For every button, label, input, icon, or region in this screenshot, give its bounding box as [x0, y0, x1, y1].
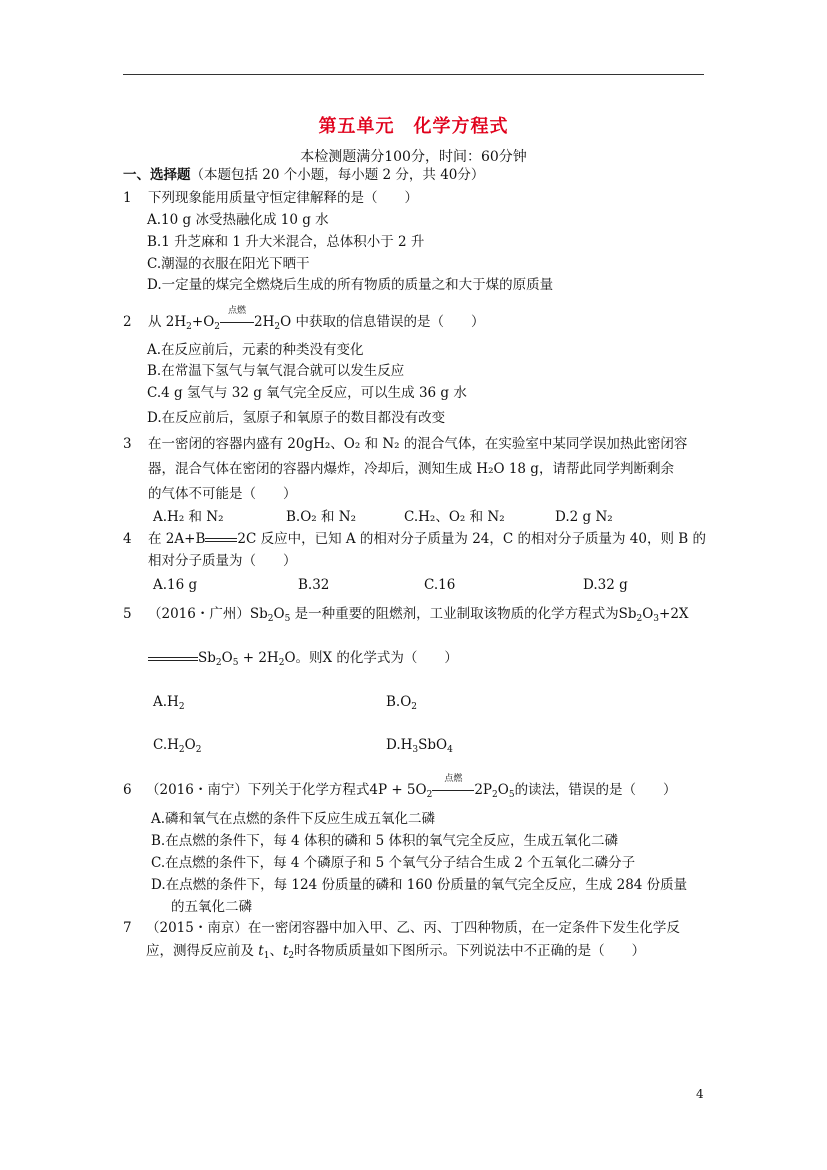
question-1-option-b: B.1 升芝麻和 1 升大米混合，总体积小于 2 升 [147, 234, 425, 250]
question-3-option-d: D.2 g N₂ [555, 509, 613, 525]
question-7-number: 7 [123, 920, 132, 936]
question-3-option-b: B.O₂ 和 N₂ [286, 509, 356, 525]
page-number: 4 [696, 1087, 704, 1101]
question-6-option-a: A.磷和氧气在点燃的条件下反应生成五氧化二磷 [151, 811, 436, 827]
question-4-line-1: 在 2A+B 2C 反应中，已知 A 的相对分子质量为 24，C 的相对分子质量为 40，则 B 的 [148, 531, 706, 547]
question-6-option-d-line-1: D.在点燃的条件下，每 124 份质量的磷和 160 份质量的氧气完全反应，生成 284 份质量 [151, 877, 688, 893]
reaction-arrow: 点燃 [220, 313, 254, 331]
page-subtitle: 本检测题满分100分，时间：60分钟 [300, 149, 527, 165]
question-3-option-c: C.H₂、O₂ 和 N₂ [404, 509, 505, 525]
question-2-number: 2 [123, 314, 132, 330]
question-6-option-c: C.在点燃的条件下，每 4 个磷原子和 5 个氧气分子结合生成 2 个五氧化二磷分子 [151, 855, 636, 871]
question-1-option-a: A.10 g 冰受热融化成 10 g 水 [147, 212, 329, 228]
question-5-option-c: $C.H_2O_2$ [153, 737, 202, 755]
question-5-number: 5 [123, 606, 132, 622]
question-5-line-2: $Sb_2O_5 + 2H_2O$。则X 的化学式为（ ） [148, 649, 458, 667]
question-2-stem: 从 $2H_2+O_2$ 点燃 $2H_2O$ 中获取的信息错误的是（ ） [148, 306, 485, 332]
section-heading: 一、选择题（本题包括 20 个小题，每小题 2 分，共 40分） [123, 167, 485, 183]
question-6-option-d-line-2: 的五氧化二磷 [171, 899, 252, 915]
question-3-line-2: 器，混合气体在密闭的容器内爆炸，冷却后，测知生成 H₂O 18 g，请帮此同学判断剩余 [148, 461, 674, 477]
question-4-line-2: 相对分子质量为（ ） [148, 553, 297, 569]
question-2-option-c: C.4 g 氢气与 32 g 氧气完全反应，可以生成 36 g 水 [147, 385, 467, 401]
question-3-option-a: A.H₂ 和 N₂ [153, 509, 224, 525]
question-5-option-b: $B.O_2$ [386, 694, 418, 712]
question-4-number: 4 [123, 531, 132, 547]
equals-arrow [148, 657, 198, 661]
question-1-stem: 下列现象能用质量守恒定律解释的是（ ） [148, 190, 418, 206]
question-7-line-1: （2015・南京）在一密闭容器中加入甲、乙、丙、丁四种物质，在一定条件下发生化学反 [146, 920, 680, 936]
question-1-number: 1 [123, 190, 132, 206]
question-1-option-d: D.一定量的煤完全燃烧后生成的所有物质的质量之和大于煤的原质量 [147, 277, 554, 293]
question-5-option-a: $A.H_2$ [153, 694, 185, 712]
question-6-number: 6 [123, 782, 132, 798]
question-5-option-d: $D.H_3SbO_4$ [386, 737, 453, 755]
question-5-line-1: （2016・广州）$Sb_2O_5$ 是一种重要的阻燃剂，工业制取该物质的化学方程式为$Sb_2O_3+2X$ [148, 606, 689, 624]
question-3-number: 3 [123, 436, 132, 452]
question-4-option-b: B.32 [298, 577, 330, 593]
question-1-option-c: C.潮湿的衣服在阳光下晒干 [147, 256, 310, 272]
reaction-arrow: 点燃 [432, 781, 474, 799]
question-2-option-a: A.在反应前后，元素的种类没有变化 [147, 342, 364, 358]
page-title: 第五单元 化学方程式 [318, 116, 509, 137]
question-2-option-d: D.在反应前后，氢原子和氧原子的数目都没有改变 [147, 410, 446, 426]
question-7-line-2: 应，测得反应前及 $t_1$、$t_2$时各物质质量如下图所示。下列说法中不正确的是（ ） [146, 943, 646, 961]
question-3-line-1: 在一密闭的容器内盛有 20gH₂、O₂ 和 N₂ 的混合气体，在实验室中某同学误加热此密闭容 [148, 436, 688, 452]
question-6-stem: （2016・南宁）下列关于化学方程式$4P + 5O_2$ 点燃 $2P_2O_5$的读法，错误的是（ ） [146, 774, 677, 800]
question-4-option-c: C.16 [424, 577, 456, 593]
header-rule [123, 74, 704, 75]
question-3-line-3: 的气体不可能是（ ） [148, 486, 297, 502]
question-2-option-b: B.在常温下氢气与氧气混合就可以发生反应 [147, 363, 405, 379]
question-6-option-b: B.在点燃的条件下，每 4 体积的磷和 5 体积的氧气完全反应，生成五氧化二磷 [151, 833, 619, 849]
question-4-option-d: D.32 g [583, 577, 628, 593]
equals-arrow [205, 538, 237, 542]
question-4-option-a: A.16 g [153, 577, 198, 593]
